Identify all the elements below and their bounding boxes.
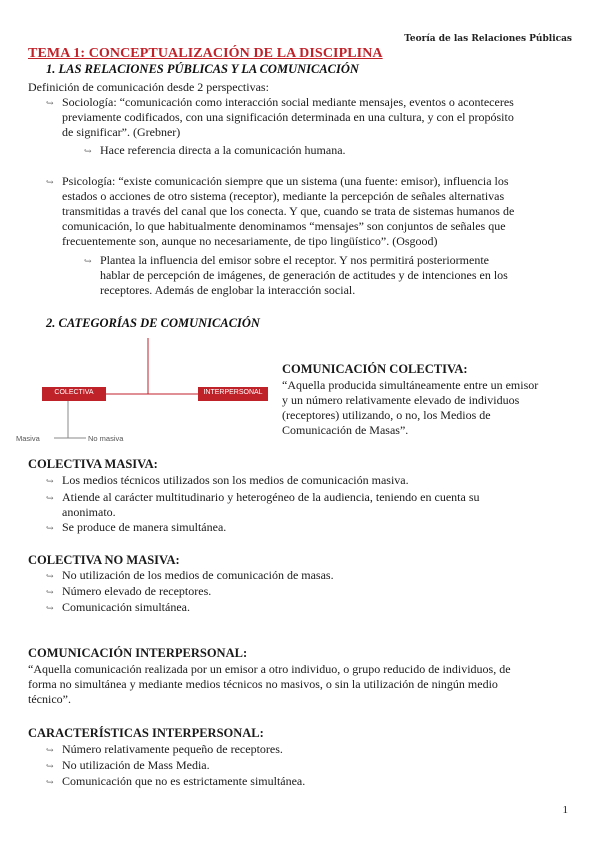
caracteristicas-item: No utilización de Mass Media. xyxy=(62,758,210,772)
psicologia-line: frecuentemente son, aunque no necesariamente, de tipo lingüístico”. (Osgood) xyxy=(62,234,438,248)
caracteristicas-heading: CARACTERÍSTICAS INTERPERSONAL: xyxy=(28,726,264,740)
diagram-no-masiva-label: No masiva xyxy=(88,434,124,443)
psicologia-line: transmitidas a través del canal que los conecta. Y que, cuando se trata de sistemas humanos de xyxy=(62,204,515,218)
masiva-item: Los medios técnicos utilizados son los medios de comunicación masiva. xyxy=(62,473,409,487)
sociologia-sub: Hace referencia directa a la comunicación humana. xyxy=(100,143,346,157)
no-masiva-item: Número elevado de receptores. xyxy=(62,584,212,598)
interpersonal-def: técnico”. xyxy=(28,692,71,706)
bullet-arrow-icon: ↪ xyxy=(46,476,54,486)
masiva-heading: COLECTIVA MASIVA: xyxy=(28,457,158,471)
masiva-item: Se produce de manera simultánea. xyxy=(62,520,227,534)
page-number: 1 xyxy=(562,804,568,816)
masiva-item: Atiende al carácter multitudinario y heterogéneo de la audiencia, teniendo en cuenta su xyxy=(62,490,480,504)
bullet-arrow-icon: ↪ xyxy=(46,761,54,771)
sociologia-line: Sociología: “comunicación como interacción social mediante mensajes, eventos o aconteceres xyxy=(62,95,514,109)
page-title: TEMA 1: CONCEPTUALIZACIÓN DE LA DISCIPLINA xyxy=(28,46,383,61)
diagram-colectiva-label: COLECTIVA xyxy=(54,389,94,396)
bullet-arrow-icon: ↪ xyxy=(46,523,54,533)
bullet-arrow-icon: ↪ xyxy=(46,745,54,755)
bullet-arrow-icon: ↪ xyxy=(46,98,54,108)
section1-heading: 1. LAS RELACIONES PÚBLICAS Y LA COMUNICACIÓN xyxy=(46,62,359,76)
bullet-arrow-icon: ↪ xyxy=(84,146,92,156)
bullet-arrow-icon: ↪ xyxy=(46,177,54,187)
interpersonal-def: forma no simultánea y mediante medios técnicos no masivos, o sin la utilización de ningún medio xyxy=(28,677,498,691)
bullet-arrow-icon: ↪ xyxy=(46,603,54,613)
definition-intro: Definición de comunicación desde 2 perspectivas: xyxy=(28,80,269,94)
bullet-arrow-icon: ↪ xyxy=(46,493,54,503)
colectiva-title: COMUNICACIÓN COLECTIVA: xyxy=(282,362,468,376)
interpersonal-heading: COMUNICACIÓN INTERPERSONAL: xyxy=(28,646,248,660)
psicologia-line: Psicología: “existe comunicación siempre que un sistema (una fuente: emisor), influencia los xyxy=(62,174,509,188)
psicologia-sub: receptores. Además de englobar la interacción social. xyxy=(100,283,356,297)
sociologia-line: de significar”. (Grebner) xyxy=(62,125,181,139)
diagram-masiva-label: Masiva xyxy=(16,434,40,443)
section2-heading: 2. CATEGORÍAS DE COMUNICACIÓN xyxy=(46,316,260,330)
caracteristicas-item: Número relativamente pequeño de receptores. xyxy=(62,742,283,756)
no-masiva-item: Comunicación simultánea. xyxy=(62,600,190,614)
colectiva-def: y un número relativamente elevado de individuos xyxy=(282,393,520,407)
interpersonal-def: “Aquella comunicación realizada por un emisor a otro individuo, o grupo reducido de individuos, de xyxy=(28,662,511,676)
colectiva-def: (receptores) utilizando, o no, los Medios de xyxy=(282,408,491,422)
running-header: Teoría de las Relaciones Públicas xyxy=(404,34,572,44)
colectiva-def: Comunicación de Masas”. xyxy=(282,423,409,437)
psicologia-line: comunicación, lo que habitualmente denominamos “mensajes” son conjuntos de señales que xyxy=(62,219,506,233)
masiva-item-cont: anonimato. xyxy=(62,505,116,519)
caracteristicas-item: Comunicación que no es estrictamente simultánea. xyxy=(62,774,306,788)
no-masiva-item: No utilización de los medios de comunicación de masas. xyxy=(62,568,334,582)
psicologia-sub: hablar de percepción de imágenes, de generación de actitudes y de intenciones en los xyxy=(100,268,508,282)
bullet-arrow-icon: ↪ xyxy=(46,587,54,597)
diagram-interpersonal-label: INTERPERSONAL xyxy=(203,389,263,396)
bullet-arrow-icon: ↪ xyxy=(46,571,54,581)
sociologia-line: previamente codificados, con una significación determinada en una cultura, y con el propósito xyxy=(62,110,514,124)
no-masiva-heading: COLECTIVA NO MASIVA: xyxy=(28,553,180,567)
bullet-arrow-icon: ↪ xyxy=(84,256,92,266)
bullet-arrow-icon: ↪ xyxy=(46,777,54,787)
psicologia-line: estados o acciones de otro sistema (receptor), mediante la percepción de señales alternativas xyxy=(62,189,505,203)
colectiva-def: “Aquella producida simultáneamente entre un emisor xyxy=(282,378,539,392)
psicologia-sub: Plantea la influencia del emisor sobre el receptor. Y nos permitirá posteriormente xyxy=(100,253,489,267)
